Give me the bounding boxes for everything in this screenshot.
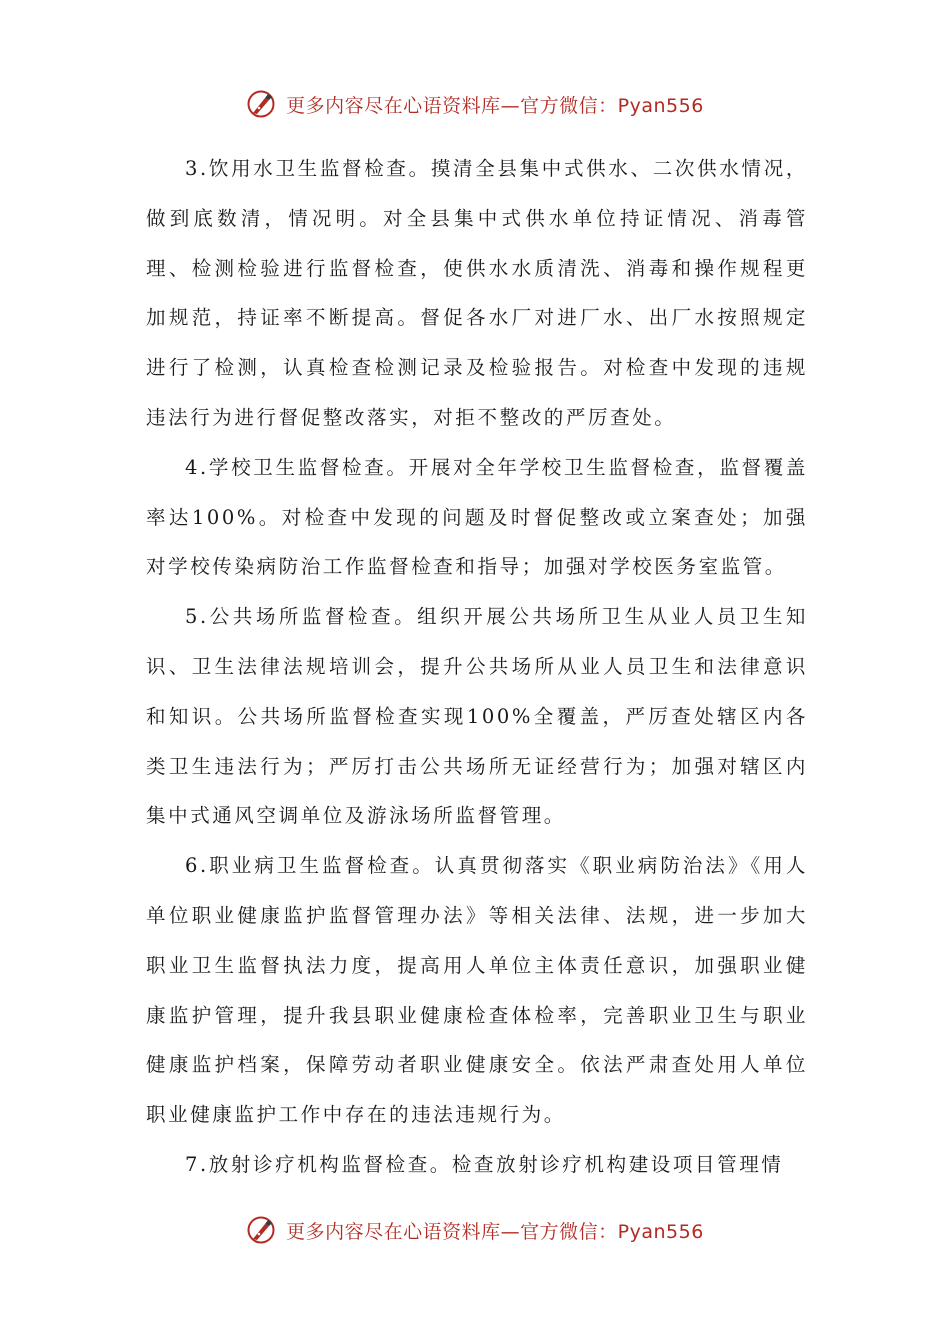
- paragraph-item-6: 6.职业病卫生监督检查。认真贯彻落实《职业病防治法》《用人单位职业健康监护监督管理办法》等相关法律、法规，进一步加大职业卫生监督执法力度，提高用人单位主体责任意识，加强职业健康监护管理，提升我县职业健康检查体检率，完善职业卫生与职业健康监护档案，保障劳动者职业健康安全。依法严肃查处用人单位职业健康监护工作中存在的违法违规行为。: [146, 854, 808, 1127]
- paragraph-item-3: 3.饮用水卫生监督检查。摸清全县集中式供水、二次供水情况，做到底数清，情况明。对全县集中式供水单位持证情况、消毒管理、检测检验进行监督检查，使供水水质清洗、消毒和操作规程更加规范，持证率不断提高。督促各水厂对进厂水、出厂水按照规定进行了检测，认真检查检测记录及检验报告。对检查中发现的违规违法行为进行督促整改落实，对拒不整改的严厉查处。: [146, 157, 808, 429]
- pen-nib-icon: [246, 89, 276, 119]
- banner-text: 更多内容尽在心语资料库—官方微信：Pyan556: [286, 1220, 704, 1243]
- header-banner: [0, 82, 950, 126]
- document-body: [146, 144, 808, 1190]
- banner-text: 更多内容尽在心语资料库—官方微信：Pyan556: [286, 94, 704, 117]
- footer-banner: [0, 1208, 950, 1252]
- paragraph-item-4: 4.学校卫生监督检查。开展对全年学校卫生监督检查，监督覆盖率达100%。对检查中发现的问题及时督促整改或立案查处；加强对学校传染病防治工作监督检查和指导；加强对学校医务室监管。: [146, 455, 808, 579]
- paragraph-item-7: 7.放射诊疗机构监督检查。检查放射诊疗机构建设项目管理情: [185, 1152, 784, 1176]
- paragraph-item-5: 5.公共场所监督检查。组织开展公共场所卫生从业人员卫生知识、卫生法律法规培训会，提升公共场所从业人员卫生和法律意识和知识。公共场所监督检查实现100%全覆盖，严厉查处辖区内各类卫生违法行为；严厉打击公共场所无证经营行为；加强对辖区内集中式通风空调单位及游泳场所监督管理。: [146, 605, 808, 828]
- pen-nib-icon: [246, 1215, 276, 1245]
